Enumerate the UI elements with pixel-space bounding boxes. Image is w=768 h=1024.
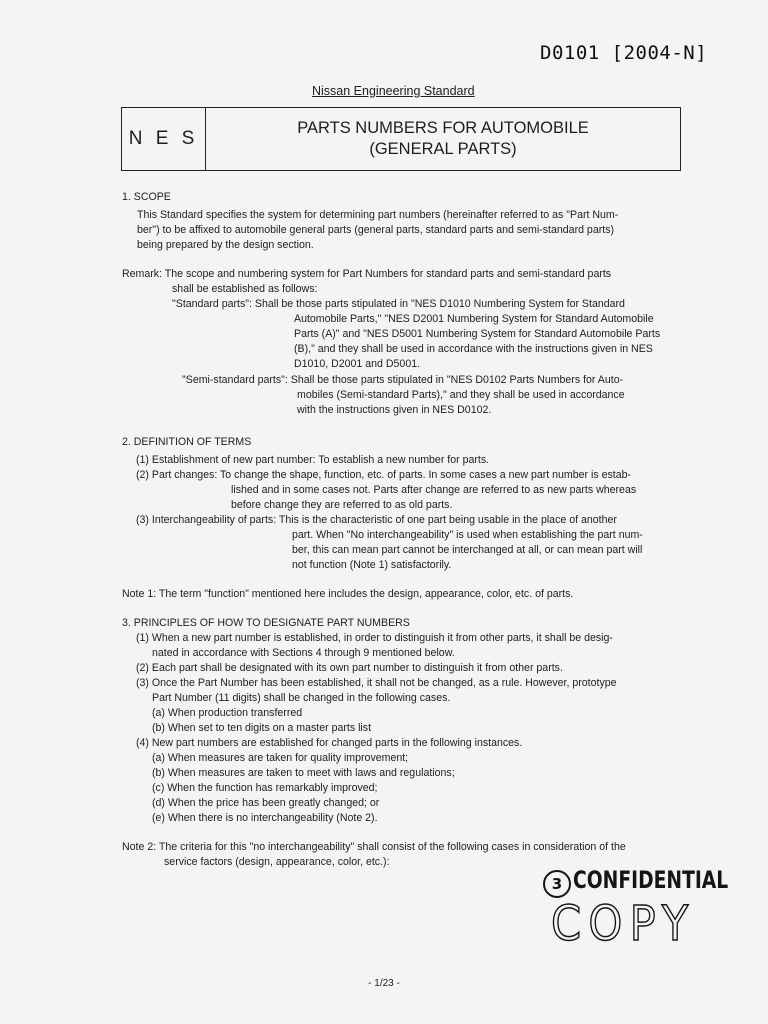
stamp-confidential: CONFIDENTIAL — [573, 866, 729, 894]
text-line: nated in accordance with Sections 4 through 9 mentioned below. — [152, 647, 455, 659]
text-line: lished and in some cases not. Parts after change are referred to as new parts whereas — [231, 484, 637, 496]
text-line: before change they are referred to as old parts. — [231, 499, 453, 511]
stamp-number: 3 — [543, 870, 571, 898]
text-line: ber") to be affixed to automobile general parts (general parts, standard parts and semi-standard parts) — [137, 224, 615, 236]
list-item: (b) When measures are taken to meet with laws and regulations; — [152, 767, 455, 779]
text-line: service factors (design, appearance, color, etc.): — [164, 856, 390, 868]
document-title — [206, 108, 680, 170]
section-heading-principles: 3. PRINCIPLES OF HOW TO DESIGNATE PART NUMBERS — [122, 617, 410, 629]
note-1: Note 1: The term "function" mentioned here includes the design, appearance, color, etc. of parts. — [122, 588, 574, 600]
document-code: D0101 [2004-N] — [540, 42, 708, 64]
text-line: ber, this can mean part cannot be interchanged at all, or can mean part will — [292, 544, 643, 556]
text-line: part. When "No interchangeability" is used when establishing the part num- — [292, 529, 643, 541]
remark-line: Remark: The scope and numbering system for Part Numbers for standard parts and semi-standard parts — [122, 268, 612, 280]
list-item: (d) When the price has been greatly changed; or — [152, 797, 380, 809]
text-line: with the instructions given in NES D0102. — [297, 404, 492, 416]
list-item: (a) When measures are taken for quality improvement; — [152, 752, 409, 764]
note-2: Note 2: The criteria for this "no interchangeability" shall consist of the following cases in consideration of the — [122, 841, 626, 853]
text-line: Automobile Parts," "NES D2001 Numbering System for Standard Automobile — [294, 313, 654, 325]
standard-name: Nissan Engineering Standard — [312, 84, 475, 98]
text-line: (1) Establishment of new part number: To establish a new number for parts. — [136, 454, 490, 466]
text-line: This Standard specifies the system for determining part numbers (hereinafter referred to as "Part Num- — [137, 209, 619, 221]
confidential-copy-stamp — [543, 866, 729, 962]
text-line: (2) Each part shall be designated with its own part number to distinguish it from other parts. — [136, 662, 563, 674]
nes-label: N E S — [122, 108, 206, 170]
text-line: Part Number (11 digits) shall be changed in the following cases. — [152, 692, 451, 704]
stamp-copy: COPY — [551, 896, 696, 952]
title-line-1: PARTS NUMBERS FOR AUTOMOBILE — [297, 119, 589, 137]
text-line: mobiles (Semi-standard Parts)," and they shall be used in accordance — [297, 389, 625, 401]
text-line: being prepared by the design section. — [137, 239, 314, 251]
text-line: (3) Once the Part Number has been established, it shall not be changed, as a rule. However, prototype — [136, 677, 617, 689]
text-line: (3) Interchangeability of parts: This is the characteristic of one part being usable in the place of another — [136, 514, 617, 526]
text-line: shall be established as follows: — [172, 283, 318, 295]
title-box — [121, 107, 681, 171]
text-line: (B)," and they shall be used in accordance with the instructions given in NES — [294, 343, 653, 355]
text-line: (1) When a new part number is established, in order to distinguish it from other parts, it shall be desig- — [136, 632, 613, 644]
page-number: - 1/23 - — [368, 978, 400, 989]
section-heading-scope: 1. SCOPE — [122, 191, 171, 203]
text-line: "Semi-standard parts": Shall be those parts stipulated in "NES D0102 Parts Numbers for Auto- — [182, 374, 624, 386]
text-line: not function (Note 1) satisfactorily. — [292, 559, 452, 571]
list-item: (e) When there is no interchangeability (Note 2). — [152, 812, 378, 824]
text-line: (4) New part numbers are established for changed parts in the following instances. — [136, 737, 523, 749]
list-item: (c) When the function has remarkably improved; — [152, 782, 378, 794]
text-line: "Standard parts": Shall be those parts stipulated in "NES D1010 Numbering System for Standard — [172, 298, 625, 310]
text-line: Parts (A)" and "NES D5001 Numbering System for Standard Automobile Parts — [294, 328, 661, 340]
title-line-2: (GENERAL PARTS) — [369, 140, 517, 158]
text-line: (2) Part changes: To change the shape, function, etc. of parts. In some cases a new part number is estab- — [136, 469, 632, 481]
list-item: (a) When production transferred — [152, 707, 303, 719]
section-heading-definitions: 2. DEFINITION OF TERMS — [122, 436, 252, 448]
text-line: D1010, D2001 and D5001. — [294, 358, 421, 370]
list-item: (b) When set to ten digits on a master parts list — [152, 722, 372, 734]
